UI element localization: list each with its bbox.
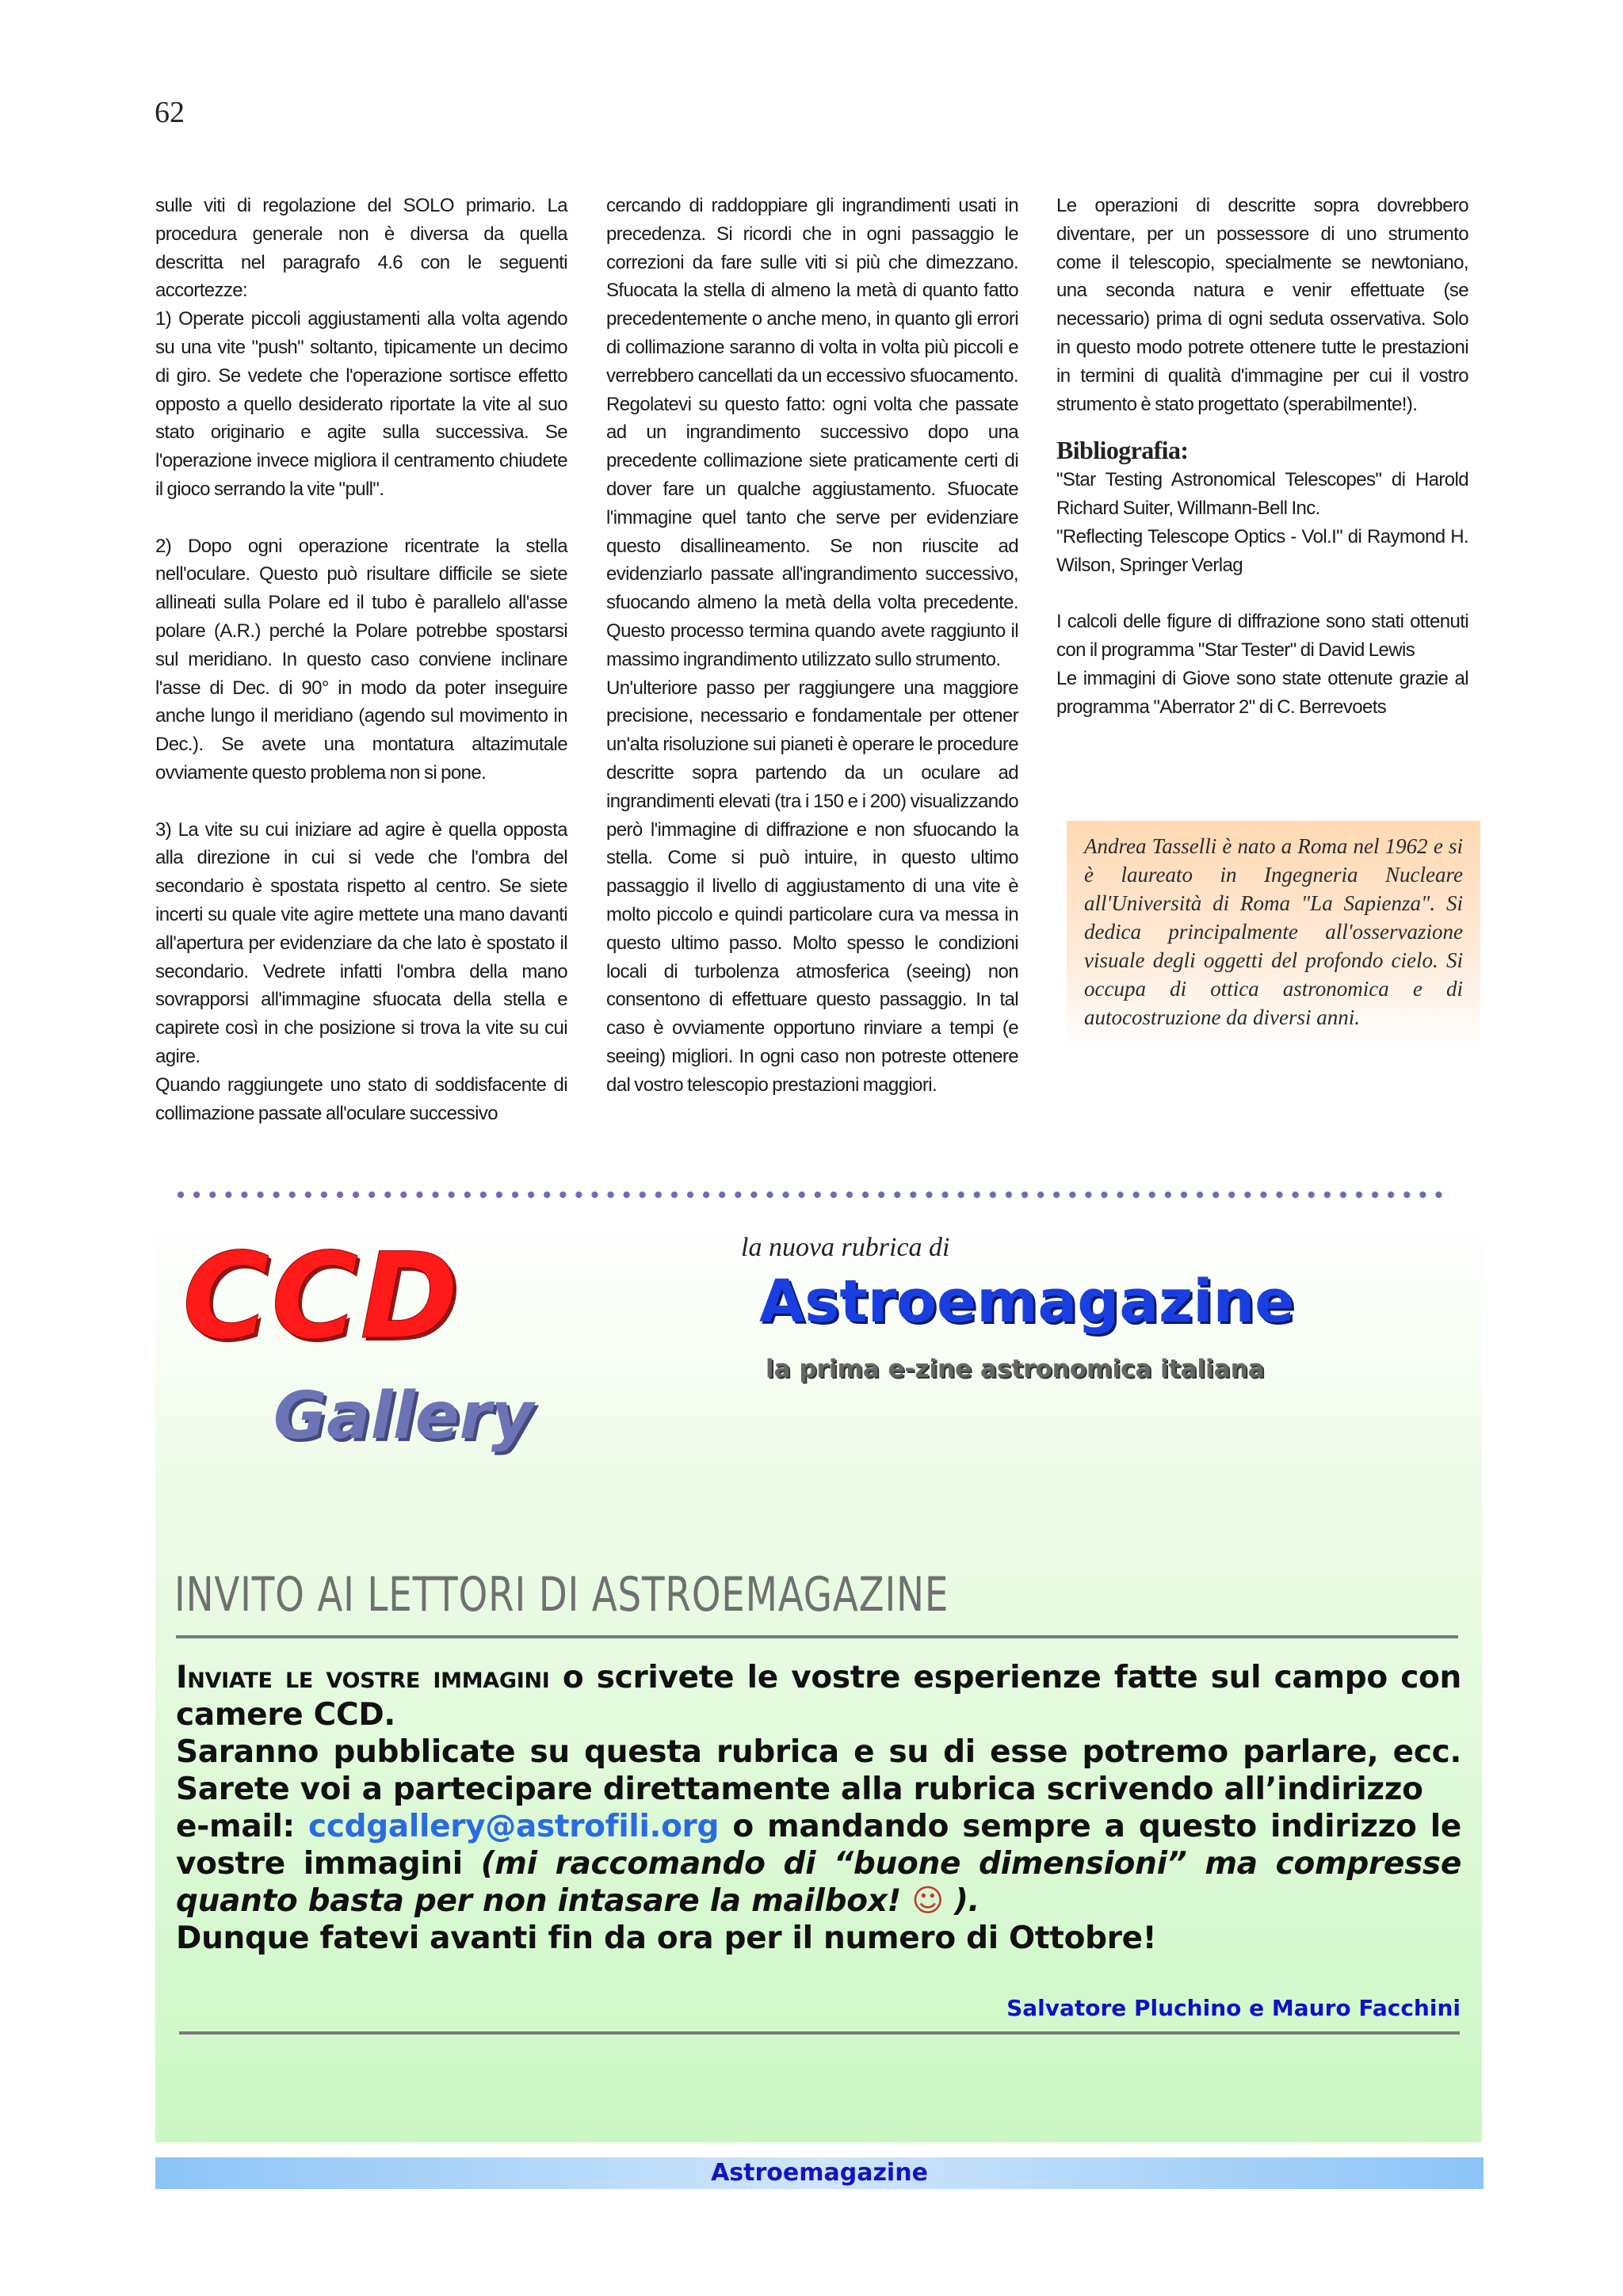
ccd-logo-text: CCD <box>182 1228 460 1366</box>
invito-paragraph: Inviate le vostre immagini o scrivete le vostre esperienze fatte sul campo con camere CCD. <box>176 1660 1461 1733</box>
invito-heading: INVITO AI LETTORI DI ASTROEMAGAZINE <box>174 1567 949 1623</box>
paragraph: Le operazioni di descritte sopra dovrebbero diventare, per un possessore di uno strumento come il telescopio, specialmente se newtoniano, una seconda natura e venir effettuate (se necessario) prima di ogni seduta osservativa. Solo in questo modo potrete ottenere tutte le prestazioni in termini di qualità d'immagine per cui il vostro strumento è stato progettato (sperabilmente!). <box>1056 195 1468 415</box>
paragraph: Un'ulteriore passo per raggiungere una maggiore precisione, necessario e fondamentale per ottener un'alta risoluzione sui pianeti è operare le procedure descritte sopra partendo da un oculare ad ingrandimenti elevati (tra i 150 e i 200) visualizzando però l'immagine di diffrazione e non sfuocando la stella. Come si può intuire, in questo ultimo passaggio il livello di aggiustamento di una vite è molto piccolo e quindi particolare cura va messa in questo ultimo passo. Molto spesso le condizioni locali di turbolenza atmosferica (seeing) non consentono di effettuare questo passaggio. In tal caso è ovviamente opportuno rinviare a tempi (e seeing) migliori. In ogni caso non potreste ottenere dal vostro telescopio prestazioni maggiori. <box>606 677 1018 1096</box>
signature: Salvatore Pluchino e Mauro Facchini <box>1006 1995 1461 2021</box>
footer-label: Astroemagazine <box>711 2159 928 2187</box>
credits-paragraph: Le immagini di Giove sono state ottenute grazie al programma "Aberrator 2" di C. Berrevoets <box>1056 667 1468 718</box>
magazine-tagline: la prima e-zine astronomica italiana <box>766 1355 1265 1383</box>
horizontal-rule <box>179 2031 1460 2035</box>
bibliography-entry: "Reflecting Telescope Optics - Vol.I" di Raymond H. Wilson, Springer Verlag <box>1056 525 1468 576</box>
article-column-3 <box>1056 192 1468 722</box>
smiley-icon: ☺ <box>911 1883 944 1919</box>
rubrica-intro: la nuova rubrica di <box>741 1233 950 1262</box>
invito-paragraph: Saranno pubblicate su questa rubrica e su di esse potremo parlare, ecc. Sarete voi a partecipare direttamente alla rubrica scrivendo all’indirizzo e-mail: ccdgallery@astrofili.org o mandando sempre a questo indirizzo le vostre immagini (mi raccomando di “buone dimensioni” ma compresse quanto basta per non intasare la mailbox! ☺ ). <box>176 1734 1461 1919</box>
horizontal-rule <box>176 1635 1458 1638</box>
bibliography-entry: "Star Testing Astronomical Telescopes" di Harold Richard Suiter, Willmann-Bell Inc. <box>1056 469 1468 520</box>
invito-lead: Inviate le vostre immagini <box>176 1660 550 1695</box>
invito-paragraph: Dunque fatevi avanti fin da ora per il numero di Ottobre! <box>176 1920 1157 1956</box>
credits-paragraph: I calcoli delle figure di diffrazione sono stati ottenuti con il programma "Star Tester" di David Lewis <box>1056 611 1468 662</box>
author-bio-text: Andrea Tasselli è nato a Roma nel 1962 e si è laureato in Ingegneria Nucleare all'Università di Roma "La Sapienza". Si dedica principalmente all'osservazione visuale degli oggetti del profondo cielo. Si occupa di ottica astronomica e di autocostruzione da diversi anni. <box>1084 834 1463 1029</box>
bibliography-heading: Bibliografia: <box>1056 436 1189 465</box>
dotted-divider <box>173 1190 1447 1199</box>
paragraph: 1) Operate piccoli aggiustamenti alla volta agendo su una vite "push" soltanto, tipicamente un decimo di giro. Se vedete che l'operazione sortisce effetto opposto a quello desiderato riportate la vite al suo stato originario e agite sulla successiva. Se l'operazione invece migliora il centramento chiudete il gioco serrando la vite "pull". <box>155 308 567 500</box>
paragraph: Quando raggiungete uno stato di soddisfacente di collimazione passate all'oculare successivo <box>155 1074 567 1124</box>
invito-body <box>176 1659 1461 1957</box>
article-column-2 <box>606 192 1018 1100</box>
author-bio-box <box>1067 821 1480 1051</box>
paragraph: cercando di raddoppiare gli ingrandimenti usati in precedenza. Si ricordi che in ogni passaggio le correzioni da fare sulle viti si più che dimezzano. Sfuocata la stella di almeno la metà di quanto fatto precedentemente o anche meno, in quanto gli errori di collimazione saranno di volta in volta più piccoli e verrebbero cancellati da un eccessivo sfuocamento. Regolatevi su questo fatto: ogni volta che passate ad un ingrandimento successivo dopo una precedente collimazione siete praticamente certi di dover fare un qualche aggiustamento. Sfuocate l'immagine quel tanto che serve per evidenziare questo disallineamento. Se non riuscite ad evidenziarlo passate all'ingrandimento successivo, sfuocando almeno la metà della volta precedente. Questo processo termina quando avete raggiunto il massimo ingrandimento utilizzato sullo strumento. <box>606 195 1018 670</box>
gallery-logo-text: Gallery <box>273 1379 534 1454</box>
email-link[interactable]: ccdgallery@astrofili.org <box>308 1809 720 1844</box>
paragraph: 2) Dopo ogni operazione ricentrate la stella nell'oculare. Questo può risultare difficile se siete allineati sulla Polare ed il tubo è parallelo all'asse polare (A.R.) perché la Polare potrebbe spostarsi sul meridiano. In questo caso conviene inclinare l'asse di Dec. di 90° in modo da poter inseguire anche lungo il meridiano (agendo sul movimento in Dec.). Se avete una montatura altazimutale ovviamente questo problema non si pone. <box>155 535 567 784</box>
magazine-name: Astroemagazine <box>759 1268 1295 1336</box>
article-column-1 <box>155 192 567 1127</box>
page-number: 62 <box>155 96 185 129</box>
paragraph: 3) La vite su cui iniziare ad agire è quella opposta alla direzione in cui si vede che l'ombra del secondario è spostata rispetto al centro. Se siete incerti su quale vite agire mettete una mano davanti all'apertura per evidenziare da che lato è spostato il secondario. Vedrete infatti l'ombra della mano sovrapporsi all'immagine sfuocata della stella e capirete così in che posizione si trova la vite su cui agire. <box>155 818 567 1067</box>
paragraph: sulle viti di regolazione del SOLO primario. La procedura generale non è diversa da quella descritta nel paragrafo 4.6 con le seguenti accortezze: <box>155 195 567 302</box>
footer-bar <box>155 2157 1484 2189</box>
